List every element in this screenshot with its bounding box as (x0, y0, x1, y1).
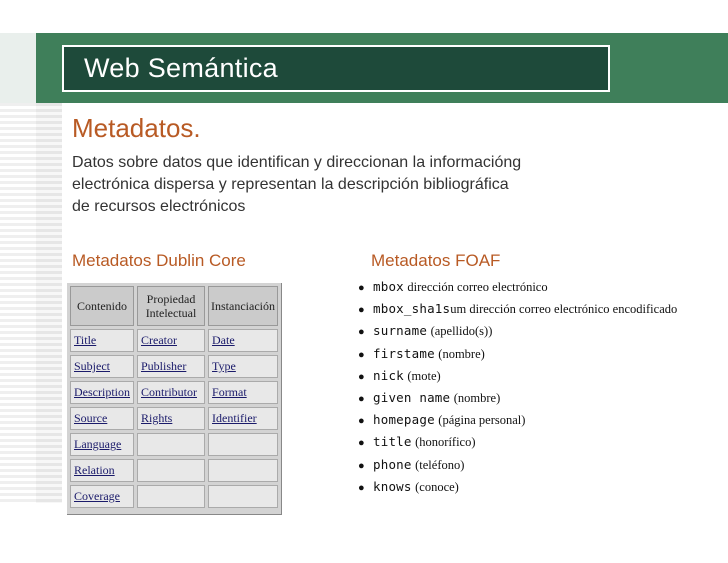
bullet-icon: ● (358, 415, 365, 428)
dublin-core-label: Metadatos Dublin Core (72, 251, 246, 270)
table-cell-empty (137, 433, 205, 456)
table-cell-link[interactable]: Coverage (70, 485, 134, 508)
list-item (358, 454, 718, 476)
bullet-icon: ● (358, 481, 365, 494)
description-line: de recursos electrónicos (72, 198, 246, 215)
foaf-description: (nombre) (453, 390, 501, 405)
foaf-term: homepage (373, 412, 435, 428)
table-row (70, 485, 278, 508)
table-cell-link[interactable]: Format (208, 381, 278, 404)
foaf-term: firstame (373, 345, 435, 361)
foaf-description: dirección correo electrónico (407, 280, 548, 294)
table-row (70, 407, 278, 430)
foaf-description: (apellido(s)) (430, 324, 493, 339)
bullet-icon: ● (358, 392, 365, 405)
list-item (358, 276, 718, 298)
left-stripes-outer (0, 103, 36, 503)
table-cell-link[interactable]: Title (70, 329, 134, 352)
table-header: Contenido (70, 286, 134, 326)
foaf-description: (teléfono) (415, 457, 465, 472)
table-cell-link[interactable]: Contributor (137, 381, 205, 404)
table-cell-empty (208, 459, 278, 482)
bullet-icon: ● (358, 370, 365, 383)
table-row (70, 329, 278, 352)
table-header: Instanciación (208, 286, 278, 326)
bullet-icon: ● (358, 326, 365, 339)
subheading: Metadatos. (72, 113, 201, 143)
foaf-list (358, 276, 718, 498)
header-band-light (0, 33, 36, 103)
table-cell-link[interactable]: Date (208, 329, 278, 352)
foaf-description: (nombre) (438, 346, 485, 361)
table-cell-link[interactable]: Rights (137, 407, 205, 430)
table-cell-link[interactable]: Source (70, 407, 134, 430)
table-cell-link[interactable]: Description (70, 381, 134, 404)
foaf-label: Metadatos FOAF (371, 251, 501, 270)
foaf-term: nick (373, 367, 404, 383)
foaf-description: (conoce) (415, 479, 459, 494)
table-cell-link[interactable]: Publisher (137, 355, 205, 378)
table-cell-link[interactable]: Type (208, 355, 278, 378)
foaf-term: phone (373, 456, 412, 472)
table-cell-empty (137, 485, 205, 508)
table-cell-empty (208, 485, 278, 508)
table-cell-link[interactable]: Language (70, 433, 134, 456)
description (72, 152, 672, 218)
list-item (358, 320, 718, 342)
list-item (358, 409, 718, 431)
foaf-description: um dirección correo electrónico encodificado (450, 302, 678, 317)
table-row (70, 459, 278, 482)
table-cell-link[interactable]: Identifier (208, 407, 278, 430)
title-box (62, 45, 610, 92)
bullet-icon: ● (358, 282, 365, 294)
list-item (358, 431, 718, 453)
slide-title: Web Semántica (84, 53, 278, 83)
list-item (358, 298, 718, 320)
list-item (358, 343, 718, 365)
foaf-term: title (373, 434, 412, 450)
table-row (70, 381, 278, 404)
list-item (358, 387, 718, 409)
table-header: Propiedad Intelectual (137, 286, 205, 326)
foaf-term: mbox (373, 279, 404, 294)
description-line: Datos sobre datos que identifican y direccionan la informacióng (72, 154, 522, 171)
list-item (358, 476, 718, 498)
table-row (70, 355, 278, 378)
foaf-term: given name (373, 389, 451, 405)
foaf-description: (honorífico) (415, 435, 476, 450)
bullet-icon: ● (358, 304, 365, 317)
table-cell-link[interactable]: Subject (70, 355, 134, 378)
list-item (358, 365, 718, 387)
table-cell-link[interactable]: Relation (70, 459, 134, 482)
table-cell-empty (137, 459, 205, 482)
left-stripes (36, 103, 62, 503)
foaf-term: mbox_sha1s (373, 301, 451, 317)
foaf-term: knows (373, 478, 412, 494)
description-line: electrónica dispersa y representan la descripción bibliográfica (72, 176, 509, 193)
table-cell-empty (208, 433, 278, 456)
bullet-icon: ● (358, 348, 365, 361)
foaf-term: surname (373, 323, 428, 339)
foaf-description: (mote) (407, 368, 441, 383)
foaf-description: (página personal) (438, 413, 526, 428)
table-row (70, 433, 278, 456)
bullet-icon: ● (358, 437, 365, 450)
dublin-core-table (67, 283, 282, 515)
bullet-icon: ● (358, 459, 365, 472)
table-cell-link[interactable]: Creator (137, 329, 205, 352)
